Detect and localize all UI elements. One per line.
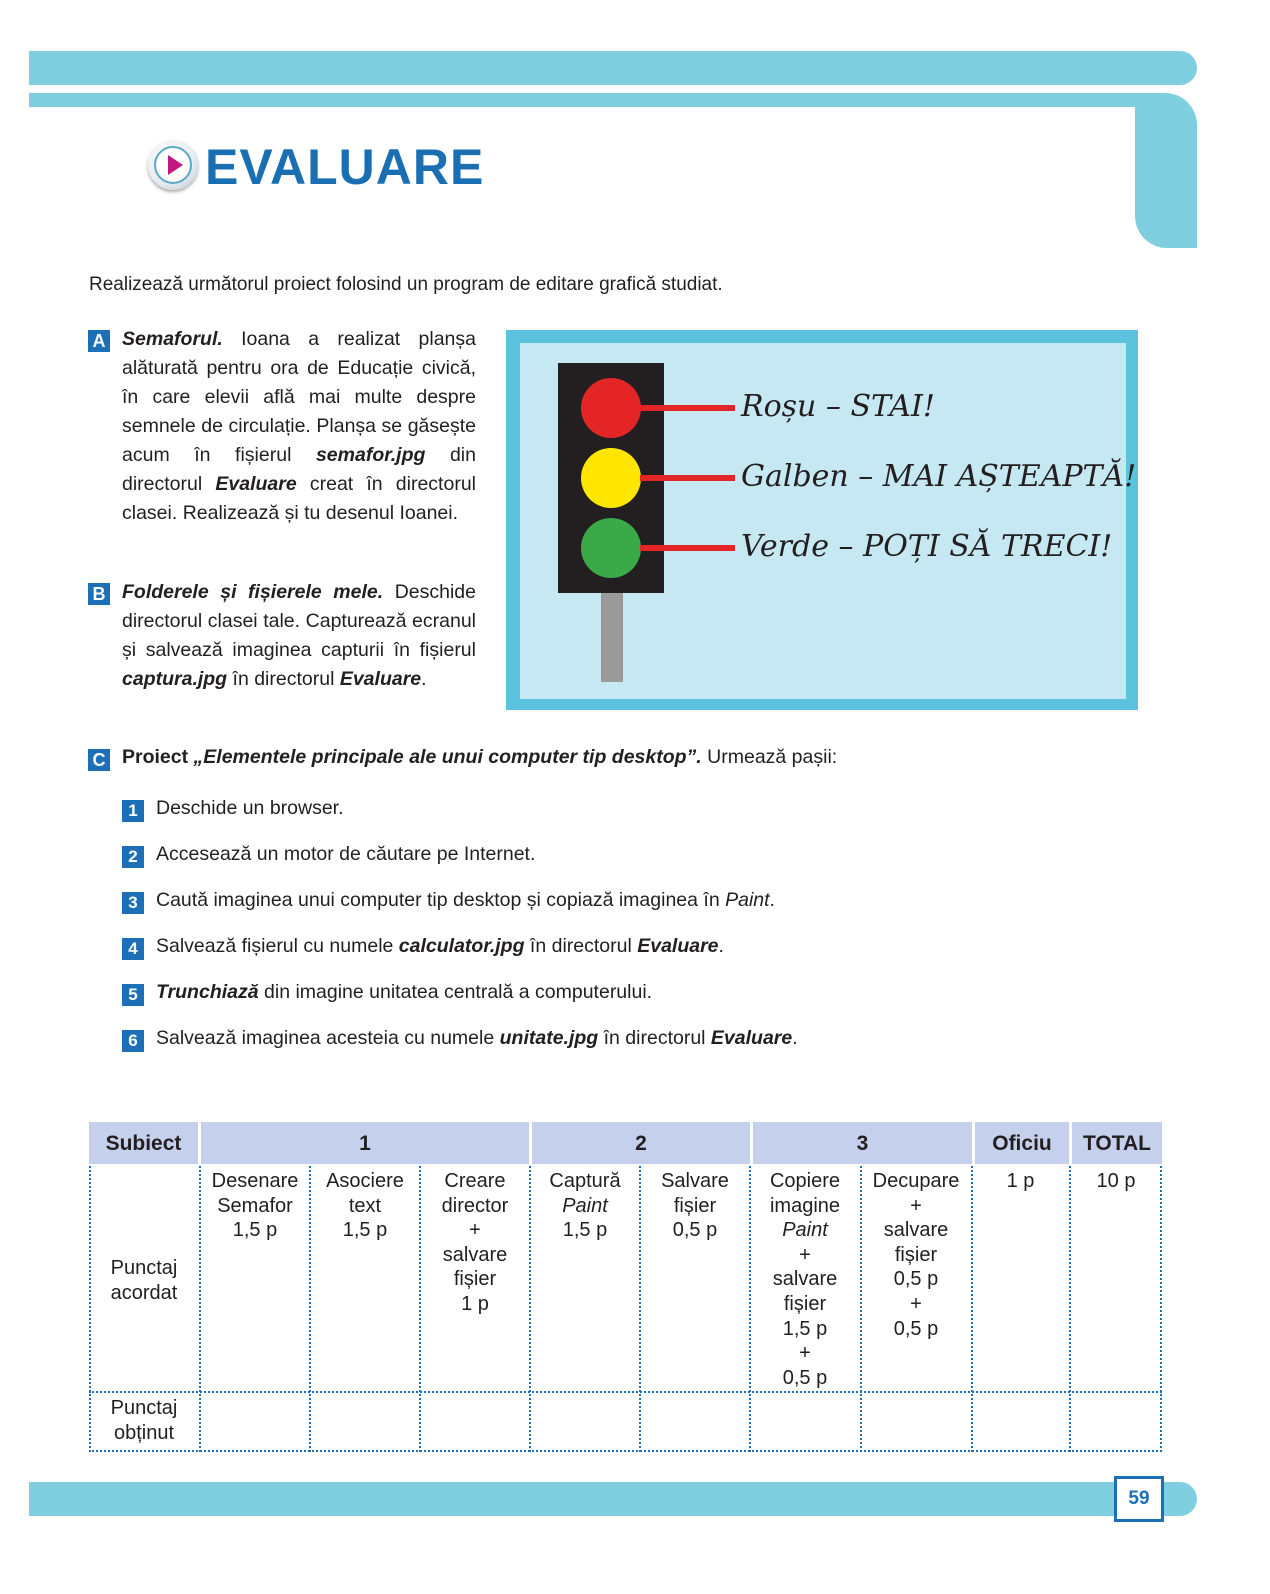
- cell-captura-paint: Captură Paint 1,5 p: [549, 1170, 621, 1242]
- cell-desenare-semafor: Desenare Semafor 1,5 p: [211, 1170, 299, 1242]
- table-border: [89, 1166, 91, 1452]
- table-border: [309, 1166, 311, 1452]
- section-b-text: Folderele și fișierele mele. Deschide directorul clasei tale. Capturează ecranul și salvează imaginea capturii în fișierul captura.jpg în directorul Evaluare.: [122, 581, 476, 690]
- green-label: Verde – POȚI SĂ TRECI!: [741, 529, 1113, 564]
- page-number: 59: [1114, 1476, 1164, 1522]
- table-border: [971, 1166, 973, 1452]
- header-band: [29, 93, 1158, 107]
- header-total: TOTAL: [1072, 1122, 1162, 1164]
- yellow-wire: [640, 475, 735, 481]
- table-border: [529, 1166, 531, 1452]
- section-c-title: „Elementele principale ale unui computer tip desktop”.: [193, 746, 702, 768]
- yellow-label: Galben – MAI AȘTEAPTĂ!: [741, 459, 1137, 494]
- cell-asociere-text: Asociere text 1,5 p: [326, 1170, 404, 1242]
- footer-band: [29, 1482, 1197, 1516]
- row-label-obtinut: Punctaj obținut: [110, 1397, 178, 1444]
- page-title: EVALUARE: [205, 139, 485, 195]
- table-border: [1069, 1166, 1071, 1452]
- dir-evaluare: Evaluare: [339, 668, 422, 690]
- table-border: [749, 1166, 751, 1452]
- step-1-text: Deschide un browser.: [156, 797, 344, 819]
- header-group-3: 3: [753, 1122, 972, 1164]
- step-4-text: Salvează fișierul cu numele calculator.jpg în directorul Evaluare.: [156, 935, 724, 957]
- header-subject: Subiect: [89, 1122, 198, 1164]
- traffic-light-pole: [601, 592, 623, 682]
- section-c-text: Proiect „Elementele principale ale unui computer tip desktop”. Urmează pașii:: [122, 746, 838, 768]
- step-6-text: Salvează imaginea acesteia cu numele unitate.jpg în directorul Evaluare.: [156, 1027, 798, 1049]
- table-border: [419, 1166, 421, 1452]
- cell-oficiu: 1 p: [1006, 1170, 1035, 1192]
- section-a-badge: A: [88, 330, 110, 352]
- step-4-badge: 4: [122, 938, 144, 960]
- row-label-acordat: Punctaj acordat: [110, 1257, 178, 1304]
- cell-salvare-fisier: Salvare fișier 0,5 p: [661, 1170, 729, 1242]
- step-5-text: Trunchiază din imagine unitatea centrală a computerului.: [156, 981, 653, 1003]
- section-b-title: Folderele și fișierele mele.: [122, 581, 384, 603]
- file-captura: captura.jpg: [122, 668, 228, 690]
- table-border: [639, 1166, 641, 1452]
- table-border: [89, 1391, 1162, 1393]
- cell-copiere-imagine: Copiere imagine Paint + salvare fișier 1,5 p + 0,5 p: [769, 1170, 841, 1389]
- yellow-lamp: [581, 448, 641, 508]
- cell-creare-director: Creare director + salvare fișier 1 p: [441, 1170, 509, 1315]
- score-table: [89, 1122, 1162, 1454]
- section-a-title: Semaforul.: [122, 328, 223, 350]
- play-icon: [148, 140, 198, 190]
- red-lamp: [581, 378, 641, 438]
- header-side-band: [1135, 93, 1197, 248]
- table-border: [1160, 1166, 1162, 1452]
- table-border: [89, 1450, 1162, 1452]
- red-wire: [640, 405, 735, 411]
- table-border: [860, 1166, 862, 1452]
- cell-total: 10 p: [1096, 1170, 1136, 1192]
- header-group-1: 1: [201, 1122, 529, 1164]
- green-wire: [640, 545, 735, 551]
- file-semafor: semafor.jpg: [315, 444, 426, 466]
- step-6-badge: 6: [122, 1030, 144, 1052]
- red-label: Roșu – STAI!: [741, 389, 935, 424]
- intro-text: Realizează următorul proiect folosind un program de editare grafică studiat.: [89, 274, 723, 295]
- step-5-badge: 5: [122, 984, 144, 1006]
- step-3-badge: 3: [122, 892, 144, 914]
- section-b-badge: B: [88, 583, 110, 605]
- green-lamp: [581, 518, 641, 578]
- step-2-badge: 2: [122, 846, 144, 868]
- top-band: [29, 51, 1197, 85]
- step-3-text: Caută imaginea unui computer tip desktop și copiază imaginea în Paint.: [156, 889, 775, 911]
- section-c-badge: C: [88, 749, 110, 771]
- table-border: [199, 1166, 201, 1452]
- header-oficiu: Oficiu: [975, 1122, 1069, 1164]
- step-2-text: Accesează un motor de căutare pe Internet.: [156, 843, 536, 865]
- section-a-text: Semaforul. Ioana a realizat planșa alăturată pentru ora de Educație civică, în care elevii află mai multe despre semnele de circulație. Planșa se găsește acum în fișierul semafor.jpg din directorul Evaluare creat în directorul clasei. Realizează și tu desenul Ioanei.: [122, 328, 476, 524]
- step-1-badge: 1: [122, 800, 144, 822]
- header-group-2: 2: [532, 1122, 750, 1164]
- cell-decupare: Decupare + salvare fișier 0,5 p + 0,5 p: [872, 1170, 960, 1340]
- dir-evaluare: Evaluare: [215, 473, 297, 495]
